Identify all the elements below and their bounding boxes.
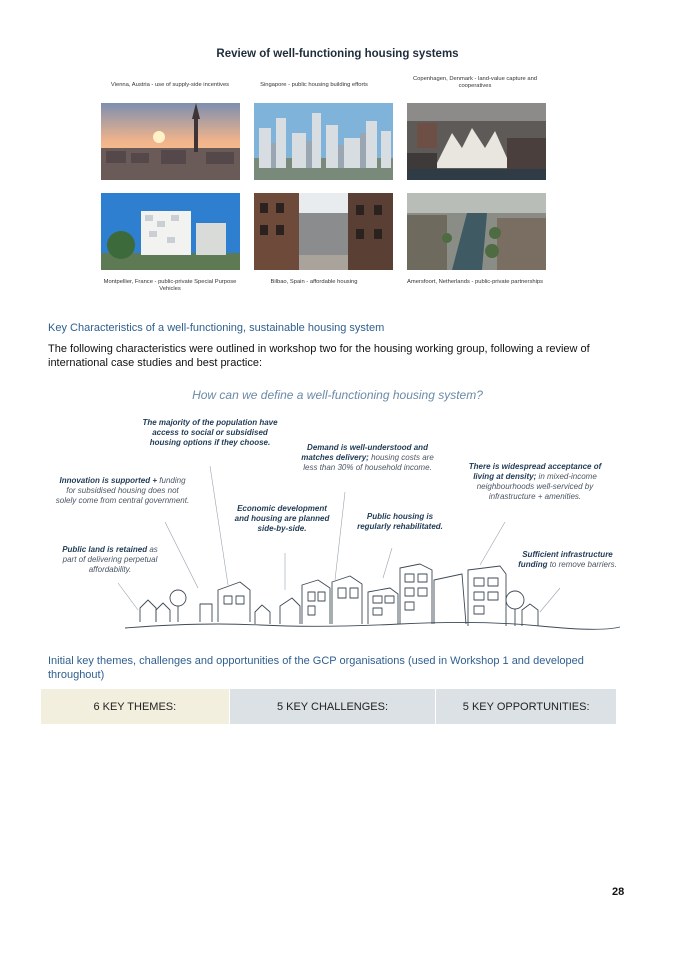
caption-singapore: Singapore - public housing building efforts	[260, 82, 368, 88]
figure2-title: How can we define a well-functioning housing system?	[192, 388, 483, 402]
section-paragraph: The following characteristics were outlined in workshop two for the housing working group, following a review of international case studies and best practice:	[48, 343, 590, 369]
cell-key-themes: 6 KEY THEMES:	[41, 689, 229, 724]
note-text: housing costs are less than 30% of household income.	[303, 453, 434, 472]
key-themes-table	[41, 689, 616, 724]
cell-key-opportunities: 5 KEY OPPORTUNITIES:	[435, 689, 616, 724]
note-bold: There is widespread acceptance of living at density;	[468, 462, 602, 481]
figure-title: Review of well-functioning housing systems	[216, 48, 459, 60]
note-text: as part of delivering perpetual affordability.	[62, 545, 158, 574]
caption-copenhagen: Copenhagen, Denmark - land-value capture and cooperatives	[412, 76, 538, 89]
note-bold: Demand is well-understood and matches delivery;	[301, 443, 428, 462]
note-bold: Economic development and housing are planned side-by-side.	[234, 504, 330, 533]
themes-heading: Initial key themes, challenges and opportunities of the GCP organisations (used in Workshop 1 and developed throughout)	[48, 655, 584, 681]
note-text: in mixed-income neighbourhoods well-serviced by infrastructure + amenities.	[476, 472, 597, 501]
note-text: funding for subsidised housing does not solely come from central government.	[55, 476, 190, 505]
note-bold: Innovation is supported +	[59, 476, 158, 485]
note-text: to remove barriers.	[549, 560, 617, 569]
note-bold: Public land is retained	[62, 545, 148, 554]
caption-amersfoort: Amersfoort, Netherlands - public-private partnerships	[407, 279, 543, 285]
note-bold: The majority of the population have access to social or subsidised housing options if they choose.	[142, 418, 278, 447]
caption-bilbao: Bilbao, Spain - affordable housing	[270, 279, 358, 285]
section-heading: Key Characteristics of a well-functioning, sustainable housing system	[48, 322, 385, 334]
cell-key-challenges: 5 KEY CHALLENGES:	[229, 689, 436, 724]
page-number: 28	[612, 886, 625, 898]
caption-vienna: Vienna, Austria - use of supply-side incentives	[110, 82, 230, 88]
note-bold: Sufficient infrastructure funding	[518, 550, 613, 569]
caption-montpellier: Montpellier, France - public-private Special Purpose Vehicles	[103, 279, 237, 292]
note-bold: Public housing is regularly rehabilitated.	[357, 512, 443, 531]
